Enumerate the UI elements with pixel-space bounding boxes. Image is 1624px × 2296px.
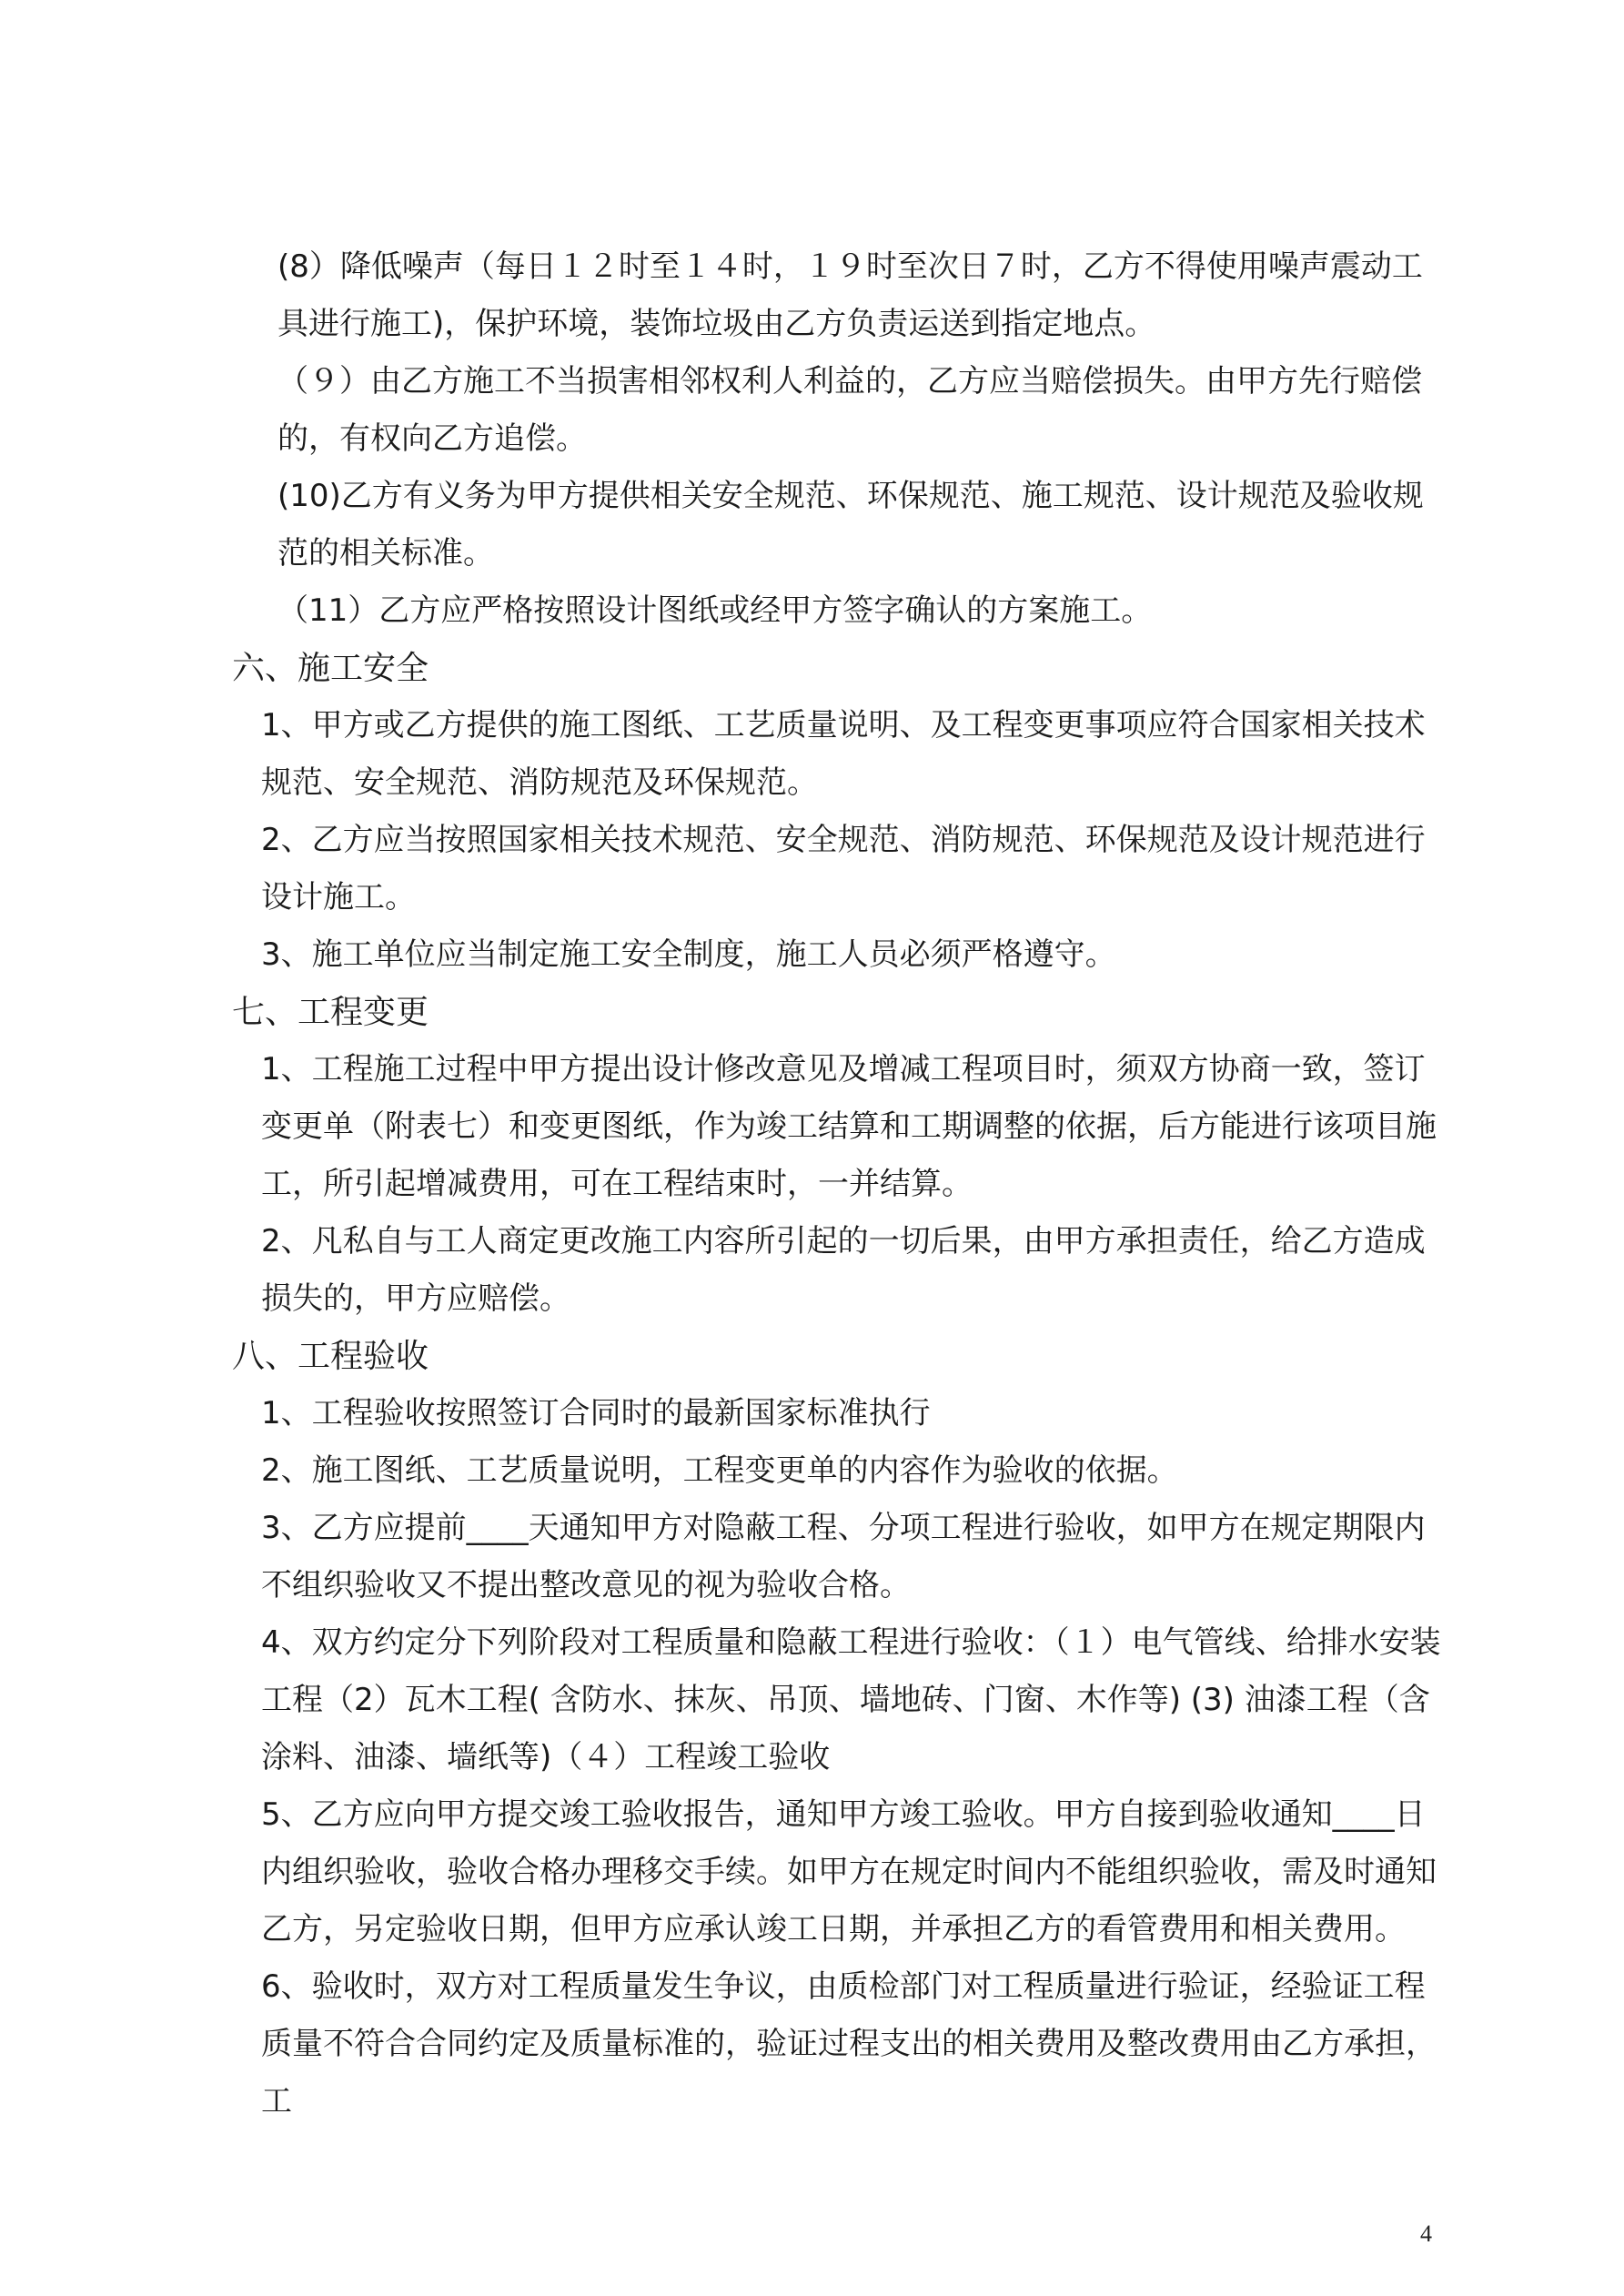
acceptance-item-2 xyxy=(232,1442,1442,1500)
section-heading-construction-safety: 六、施工安全 xyxy=(232,650,429,687)
clause-text: (8）降低噪声（每日１２时至１４时，１９时至次日７时，乙方不得使用噪声震动工具进行施工)，保护环境，装饰垃圾由乙方负责运送到指定地点。 xyxy=(277,248,1423,342)
safety-item-2 xyxy=(232,812,1442,926)
section-heading-acceptance: 八、工程验收 xyxy=(232,1338,429,1375)
change-item-1 xyxy=(232,1041,1442,1213)
clause-text: （11）乙方应严格按照设计图纸或经甲方签字确认的方案施工。 xyxy=(277,592,1153,629)
section-heading-engineering-change: 七、工程变更 xyxy=(232,994,429,1031)
acceptance-item-1 xyxy=(232,1385,1442,1442)
safety-item-1 xyxy=(232,697,1442,812)
clause-5-9 xyxy=(232,353,1442,468)
clause-text: 2、施工图纸、工艺质量说明，工程变更单的内容作为验收的依据。 xyxy=(261,1452,1178,1489)
acceptance-item-6 xyxy=(232,1958,1442,2130)
clause-text: 2、乙方应当按照国家相关技术规范、安全规范、消防规范、环保规范及设计规范进行设计施工。 xyxy=(261,822,1426,915)
clause-text: 3、施工单位应当制定施工安全制度，施工人员必须严格遵守。 xyxy=(261,936,1116,973)
safety-item-3 xyxy=(232,926,1442,984)
clause-5-8 xyxy=(232,238,1442,353)
page-number: 4 xyxy=(1420,2220,1432,2247)
clause-text: 4、双方约定分下列阶段对工程质量和隐蔽工程进行验收：（１）电气管线、给排水安装工程（2）瓦木工程( 含防水、抹灰、吊顶、墙地砖、门窗、木作等) (3) 油漆工程（含涂料、油漆、墙纸等)（４）工程竣工验收 xyxy=(261,1624,1441,1775)
clause-text: 5、乙方应向甲方提交竣工验收报告，通知甲方竣工验收。甲方自接到验收通知____日内组织验收，验收合格办理移交手续。如甲方在规定时间内不能组织验收，需及时通知乙方，另定验收日期，但甲方应承认竣工日期，并承担乙方的看管费用和相关费用。 xyxy=(261,1796,1437,1947)
acceptance-item-5 xyxy=(232,1786,1442,1958)
clause-text: （９）由乙方施工不当损害相邻权利人利益的，乙方应当赔偿损失。由甲方先行赔偿的，有权向乙方追偿。 xyxy=(277,363,1422,457)
clause-text: (10)乙方有义务为甲方提供相关安全规范、环保规范、施工规范、设计规范及验收规范的相关标准。 xyxy=(277,478,1424,571)
clause-text: 1、工程验收按照签订合同时的最新国家标准执行 xyxy=(261,1395,931,1431)
clause-text: 2、凡私自与工人商定更改施工内容所引起的一切后果，由甲方承担责任，给乙方造成损失的，甲方应赔偿。 xyxy=(261,1223,1426,1317)
document-body xyxy=(232,238,1442,2130)
clause-text: 6、验收时，双方对工程质量发生争议，由质检部门对工程质量进行验证，经验证工程质量不符合合同约定及质量标准的，验证过程支出的相关费用及整改费用由乙方承担，工 xyxy=(261,1968,1437,2119)
clause-5-10 xyxy=(232,468,1442,582)
acceptance-item-4 xyxy=(232,1614,1442,1786)
acceptance-item-3 xyxy=(232,1500,1442,1614)
clause-text: 1、工程施工过程中甲方提出设计修改意见及增减工程项目时，须双方协商一致，签订变更单（附表七）和变更图纸，作为竣工结算和工期调整的依据，后方能进行该项目施工，所引起增减费用，可在工程结束时，一并结算。 xyxy=(261,1051,1437,1202)
clause-text: 1、甲方或乙方提供的施工图纸、工艺质量说明、及工程变更事项应符合国家相关技术规范、安全规范、消防规范及环保规范。 xyxy=(261,707,1426,801)
clause-text: 3、乙方应提前____天通知甲方对隐蔽工程、分项工程进行验收，如甲方在规定期限内不组织验收又不提出整改意见的视为验收合格。 xyxy=(261,1510,1426,1603)
change-item-2 xyxy=(232,1213,1442,1328)
clause-5-11 xyxy=(232,582,1442,640)
